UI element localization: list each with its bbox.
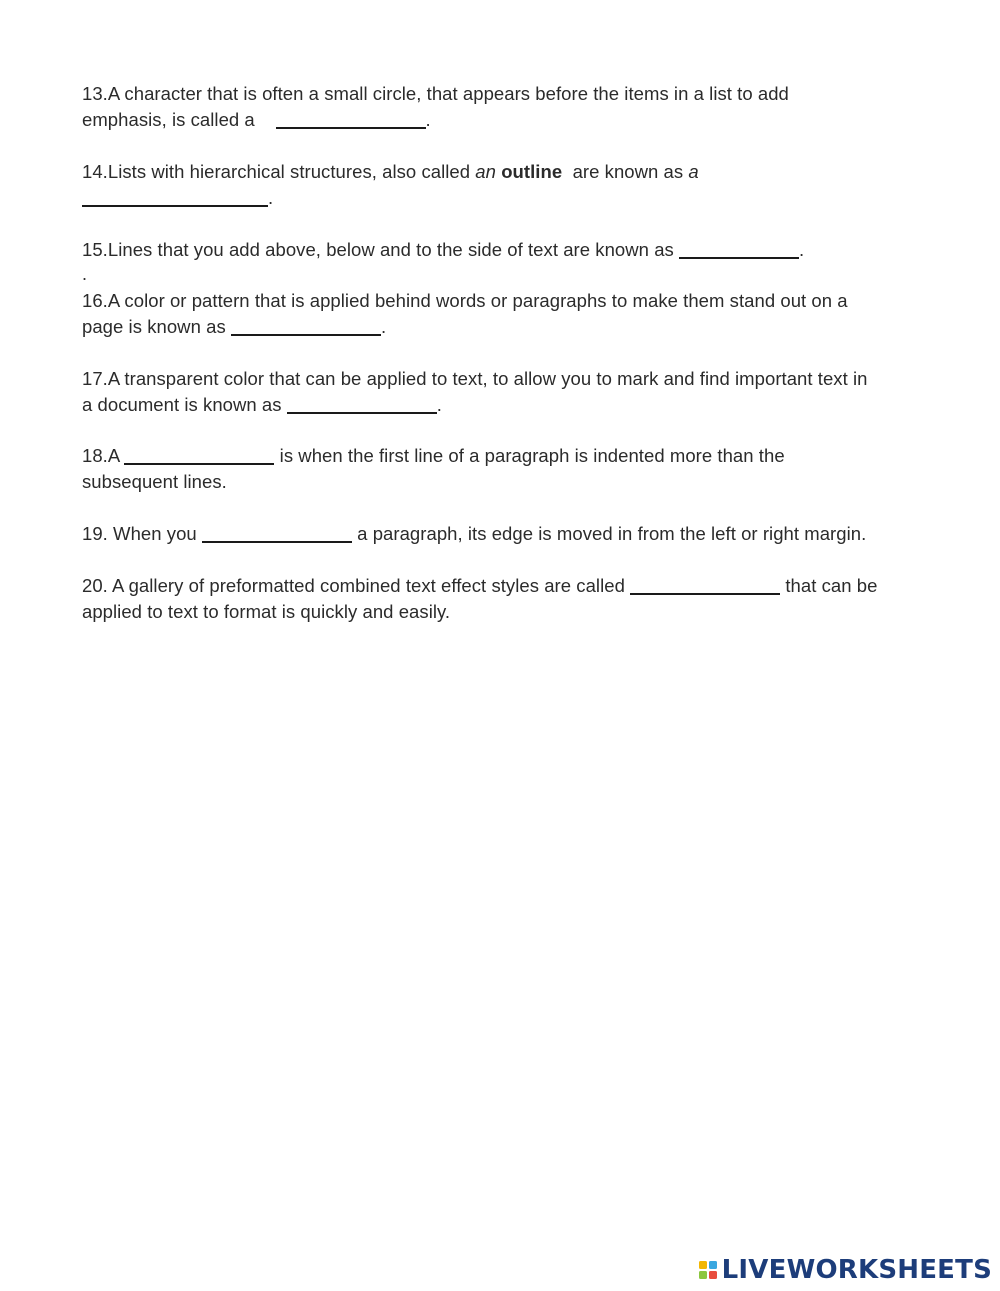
logo-tile [709, 1271, 717, 1279]
answer-blank-15[interactable] [679, 237, 799, 263]
question-16: 16.A color or pattern that is applied behind words or paragraphs to make them stand out on a page is known as . [82, 288, 922, 340]
question-16-line1: 16.A color or pattern that is applied behind words or paragraphs to make them stand out on a [82, 290, 848, 311]
question-14-mid: are known as [572, 161, 684, 182]
question-14-italic-an: an [475, 161, 496, 182]
logo-text: LIVEWORKSHEETS [721, 1255, 992, 1285]
logo-tile [709, 1261, 717, 1269]
question-20-line2: applied to text to format is quickly and easily. [82, 601, 451, 622]
question-14: 14.Lists with hierarchical structures, also called an outline are known as a . [82, 159, 922, 211]
question-17-line2: a document is known as [82, 394, 282, 415]
question-18-line1: is when the first line of a paragraph is indented more than the [279, 445, 785, 466]
answer-blank-19[interactable] [202, 521, 352, 547]
question-13-line2: emphasis, is called a [82, 109, 255, 130]
question-17-line1: 17.A transparent color that can be applied to text, to allow you to mark and find important text in [82, 368, 868, 389]
answer-blank-16[interactable] [231, 314, 381, 340]
question-18 [82, 443, 922, 495]
question-14-text: 14.Lists with hierarchical structures, also called [82, 161, 471, 182]
logo-tile [699, 1271, 707, 1279]
question-19 [82, 521, 962, 547]
question-19-suffix: a paragraph, its edge is moved in from the left or right margin. [357, 523, 867, 544]
liveworksheets-logo[interactable] [699, 1250, 992, 1290]
question-18-prefix: 18.A [82, 445, 120, 466]
stray-dot: . [82, 264, 88, 284]
question-17: 17.A transparent color that can be applied to text, to allow you to mark and find important text in a document is known as . [82, 366, 922, 418]
answer-blank-14[interactable] [82, 185, 268, 211]
question-20-line1: 20. A gallery of preformatted combined text effect styles are called [82, 575, 625, 596]
answer-blank-17[interactable] [287, 392, 437, 418]
answer-blank-18[interactable] [124, 443, 274, 469]
question-15-text: 15.Lines that you add above, below and to the side of text are known as [82, 239, 674, 260]
question-15: 15.Lines that you add above, below and to the side of text are known as . [82, 237, 922, 263]
question-13: 13.A character that is often a small circle, that appears before the items in a list to add emphasis, is called a . [82, 81, 922, 133]
question-19-prefix: 19. When you [82, 523, 197, 544]
question-16-line2: page is known as [82, 316, 226, 337]
answer-blank-20[interactable] [630, 573, 780, 599]
question-13-line1: 13.A character that is often a small circle, that appears before the items in a list to add [82, 83, 789, 104]
answer-blank-13[interactable] [276, 107, 426, 133]
question-18-line2: subsequent lines. [82, 471, 227, 492]
question-14-italic-a: a [688, 161, 699, 182]
question-20-line1-end: that can be [785, 575, 878, 596]
logo-mark-icon [699, 1261, 717, 1279]
question-14-bold-outline: outline [501, 161, 563, 182]
logo-tile [699, 1261, 707, 1269]
question-20 [82, 573, 962, 625]
